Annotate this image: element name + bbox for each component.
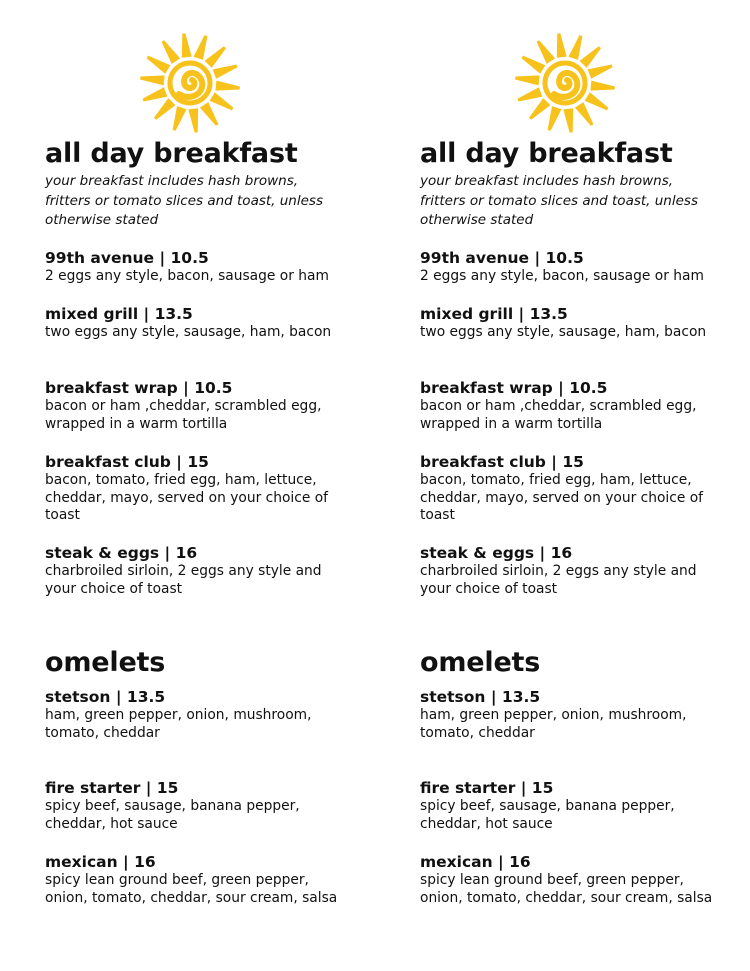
item-name: fire starter | 15 [45,779,179,797]
sun-ray [173,106,187,131]
item-description: 2 eggs any style, bacon, sausage or ham [420,268,704,284]
sun-ray [515,75,540,85]
menu-column-right [420,0,750,971]
sun-ray [215,81,240,91]
sun-icon [135,28,245,138]
menu-column-left [45,0,375,971]
item-name: mixed grill | 13.5 [420,305,568,323]
item-description: spicy lean ground beef, green pepper, onion, tomato, cheddar, sour cream, salsa [420,872,713,906]
item-name: stetson | 13.5 [45,688,166,706]
item-description: spicy lean ground beef, green pepper, onion, tomato, cheddar, sour cream, salsa [45,872,338,906]
item-name: mixed grill | 13.5 [45,305,193,323]
section-title-breakfast: all day breakfast [45,138,298,169]
menu-item-stetson [45,688,345,742]
menu-item-steak-and-eggs [420,544,720,598]
sun-ray [590,81,615,91]
item-name: breakfast wrap | 10.5 [45,379,233,397]
breakfast-intro: your breakfast includes hash browns, fritters or tomato slices and toast, unless otherwise stated [45,173,323,228]
menu-item-breakfast-wrap [420,379,720,433]
item-name: breakfast club | 15 [420,453,584,471]
sun-ray [557,33,567,58]
item-name: steak & eggs | 16 [45,544,198,562]
breakfast-intro: your breakfast includes hash browns, fritters or tomato slices and toast, unless otherwise stated [420,173,698,228]
item-name: steak & eggs | 16 [420,544,573,562]
item-description: two eggs any style, sausage, ham, bacon [45,324,332,340]
menu-item-breakfast-club [45,453,345,525]
sun-icon [510,28,620,138]
section-title-omelets: omelets [45,647,166,678]
menu-item-fire-starter [45,779,345,833]
sun-ray [147,56,171,74]
sun-ray [575,102,594,126]
sun-ray [548,106,562,131]
item-description: spicy beef, sausage, banana pepper, cheddar, hot sauce [420,798,675,832]
menu-item-mixed-grill [45,305,345,342]
sun-ray [162,40,181,64]
sun-ray [588,65,613,79]
menu-item-mexican [45,853,345,907]
menu-item-breakfast-wrap [45,379,345,433]
item-description: ham, green pepper, onion, mushroom, tomato, cheddar [420,707,687,741]
item-description: bacon or ham ,cheddar, scrambled egg, wrapped in a warm tortilla [420,398,697,432]
item-name: 99th avenue | 10.5 [420,249,584,267]
sun-ray [210,92,234,110]
item-description: bacon, tomato, fried egg, ham, lettuce, cheddar, mayo, served on your choice of toast [45,472,328,523]
sun-ray [154,98,175,120]
item-name: mexican | 16 [45,853,156,871]
item-description: bacon or ham ,cheddar, scrambled egg, wrapped in a warm tortilla [45,398,322,432]
sun-ray [200,102,219,126]
menu-item-stetson [420,688,720,742]
item-description: bacon, tomato, fried egg, ham, lettuce, cheddar, mayo, served on your choice of toast [420,472,703,523]
item-description: spicy beef, sausage, banana pepper, cheddar, hot sauce [45,798,300,832]
sun-ray [585,92,609,110]
menu-item-breakfast-club [420,453,720,525]
sun-ray [537,40,556,64]
sun-ray [194,35,208,60]
item-description: charbroiled sirloin, 2 eggs any style and your choice of toast [420,563,697,597]
item-name: mexican | 16 [420,853,531,871]
sun-ray [529,98,550,120]
menu-item-mixed-grill [420,305,720,342]
menu-item-99th-avenue [420,249,720,286]
sun-ray [205,46,226,68]
item-description: 2 eggs any style, bacon, sausage or ham [45,268,329,284]
item-description: ham, green pepper, onion, mushroom, tomato, cheddar [45,707,312,741]
sun-ray [143,87,168,101]
section-title-breakfast: all day breakfast [420,138,673,169]
sun-ray [563,108,573,133]
sun-ray [213,65,238,79]
sun-ray [188,108,198,133]
item-name: stetson | 13.5 [420,688,541,706]
menu-item-99th-avenue [45,249,345,286]
sun-ray [518,87,543,101]
sun-ray [580,46,601,68]
menu-item-fire-starter [420,779,720,833]
sun-ray [569,35,583,60]
item-description: two eggs any style, sausage, ham, bacon [420,324,707,340]
item-name: breakfast club | 15 [45,453,209,471]
menu-item-steak-and-eggs [45,544,345,598]
sun-ray [182,33,192,58]
section-title-omelets: omelets [420,647,541,678]
sun-ray [522,56,546,74]
item-name: fire starter | 15 [420,779,554,797]
menu-item-mexican [420,853,720,907]
item-name: breakfast wrap | 10.5 [420,379,608,397]
sun-ray [140,75,165,85]
item-description: charbroiled sirloin, 2 eggs any style and your choice of toast [45,563,322,597]
item-name: 99th avenue | 10.5 [45,249,209,267]
